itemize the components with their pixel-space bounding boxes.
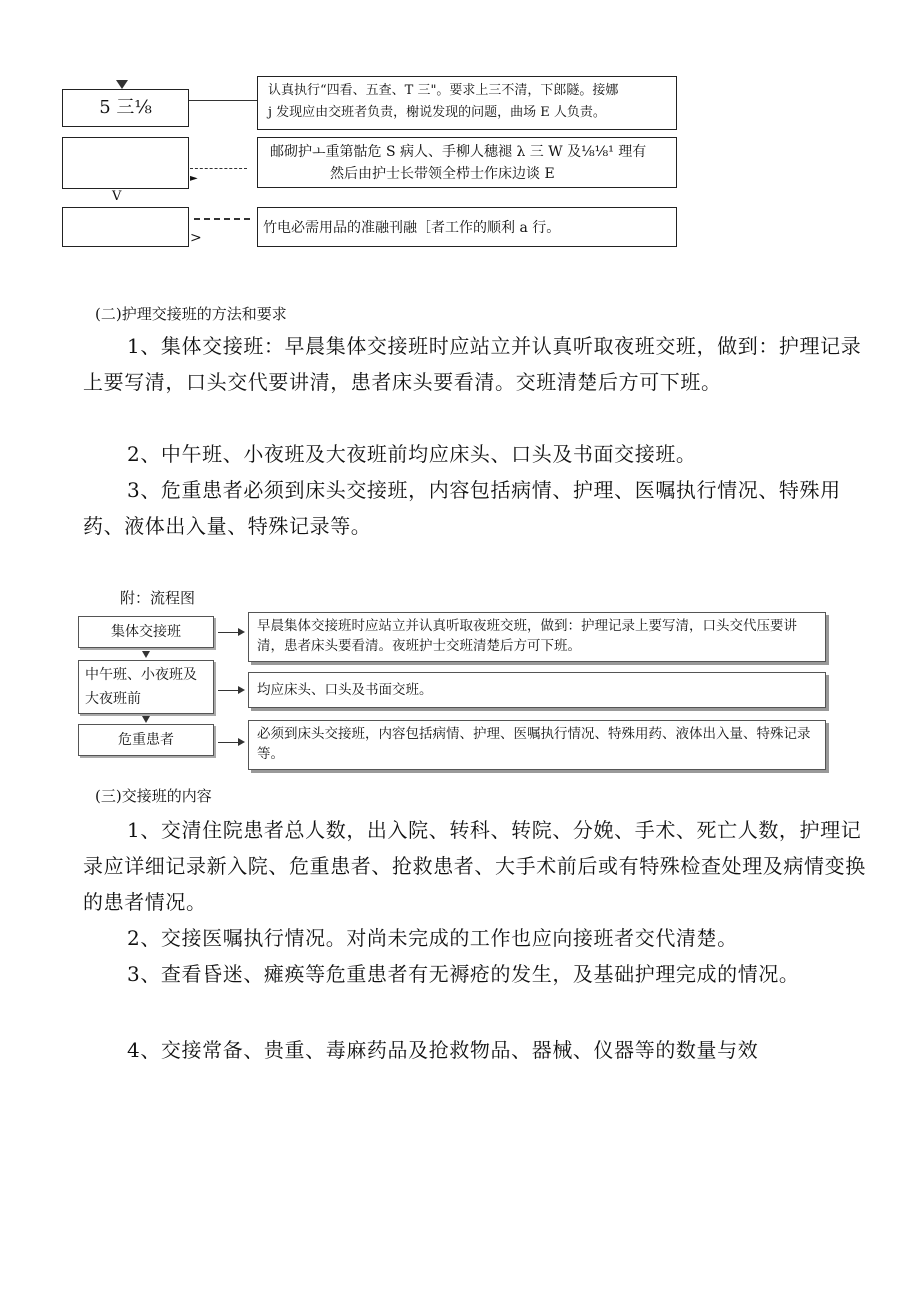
flowchart-detail-1 bbox=[248, 612, 826, 662]
diagram-v-mark: V bbox=[112, 189, 122, 204]
down-arrow-icon-3 bbox=[142, 716, 150, 723]
connector-line bbox=[189, 100, 257, 101]
section-2-paragraph-1 bbox=[83, 328, 873, 400]
flowchart-step-3-label: 危重患者 bbox=[118, 732, 174, 748]
section-2-heading: (二)护理交接班的方法和要求 bbox=[95, 305, 287, 323]
down-arrow-icon bbox=[116, 80, 128, 89]
section-3-p3-text: 3、查看昏迷、瘫痪等危重患者有无褥疮的发生，及基础护理完成的情况。 bbox=[127, 962, 800, 986]
section-2-p3-text: 3、危重患者必须到床头交接班，内容包括病情、护理、医嘱执行情况、特殊用药、液体出入量、特殊记录等。 bbox=[83, 478, 841, 538]
diagram-note-2-line-2: 然后由护士长带领全栉士作床边谈 E bbox=[330, 166, 555, 182]
diagram-note-3-line-1: 竹电必需用品的准融刊融［者工作的顺利 a 行。 bbox=[263, 220, 561, 236]
flowchart-step-3 bbox=[78, 724, 214, 756]
flowchart-detail-2-text: 均应床头、口头及书面交班。 bbox=[257, 682, 433, 698]
section-2-p1-text: 1、集体交接班：早晨集体交接班时应站立并认真听取夜班交班，做到：护理记录上要写清，口头交代要讲清，患者床头要看清。交班清楚后方可下班。 bbox=[83, 334, 862, 394]
diagram-note-2 bbox=[257, 137, 677, 188]
diagram-box-3 bbox=[62, 207, 189, 247]
diagram-box-1-label: 5 三⅛ bbox=[99, 97, 152, 118]
section-3-p4-text: 4、交接常备、贵重、毒麻药品及抢救物品、器械、仪器等的数量与效 bbox=[127, 1038, 759, 1062]
section-3-p1-text: 1、交清住院患者总人数，出入院、转科、转院、分娩、手术、死亡人数，护理记录应详细记录新入院、危重患者、抢救患者、大手术前后或有特殊检查处理及病情变换的患者情况。 bbox=[83, 818, 866, 914]
dashed-connector-2 bbox=[194, 218, 250, 220]
right-arrow-icon-3 bbox=[238, 738, 245, 746]
flowchart-step-1 bbox=[78, 616, 214, 648]
flowchart-step-2-label: 中午班、小夜班及大夜班前 bbox=[85, 667, 197, 707]
flowchart-arrow-line-1 bbox=[218, 632, 240, 633]
section-3-p2-text: 2、交接医嘱执行情况。对尚未完成的工作也应向接班者交代清楚。 bbox=[127, 926, 738, 950]
flowchart-caption: 附：流程图 bbox=[120, 589, 196, 607]
section-3-paragraph-4 bbox=[83, 1032, 873, 1068]
section-2-paragraph-3 bbox=[83, 472, 873, 544]
flowchart-detail-3 bbox=[248, 720, 826, 770]
down-arrow-icon-2 bbox=[142, 651, 150, 658]
diagram-box-2 bbox=[62, 137, 189, 189]
diagram-note-1-line-1: 认真执行“四看、五查、T 三"。要求上三不清，下郎隧。接娜 bbox=[268, 83, 619, 98]
flowchart-detail-2 bbox=[248, 672, 826, 708]
right-arrow-icon bbox=[238, 628, 245, 636]
right-arrow-icon-2 bbox=[238, 686, 245, 694]
section-3-paragraph-3 bbox=[83, 956, 873, 992]
diagram-note-1-line-2: j 发现应由交班者负责，榭说发现的问题，曲场 E 人负责。 bbox=[268, 105, 606, 120]
section-3-paragraph-2 bbox=[83, 920, 873, 956]
section-3-paragraph-1 bbox=[83, 812, 873, 920]
connector-arrow-icon: ► bbox=[190, 173, 198, 184]
diagram-note-3 bbox=[257, 207, 677, 247]
flowchart-detail-3-text: 必须到床头交接班，内容包括病情、护理、医嘱执行情况、特殊用药、液体出入量、特殊记录等。 bbox=[257, 726, 811, 762]
section-2-p2-text: 2、中午班、小夜班及大夜班前均应床头、口头及书面交接班。 bbox=[127, 442, 697, 466]
connector-arrow-icon-2: > bbox=[190, 230, 202, 246]
flowchart-arrow-line-3 bbox=[218, 742, 240, 743]
dashed-connector bbox=[190, 168, 247, 169]
flowchart-arrow-line-2 bbox=[218, 690, 240, 691]
diagram-note-2-line-1: 邮砌护ㅗ重第骷危 S 病人、手柳人穗褪 λ 三 W 及⅛⅛¹ 理有 bbox=[270, 144, 647, 160]
flowchart-step-2 bbox=[78, 660, 214, 714]
section-3-heading: (三)交接班的内容 bbox=[95, 787, 212, 805]
diagram-note-1 bbox=[257, 76, 677, 130]
section-2-paragraph-2 bbox=[83, 436, 873, 472]
flowchart-step-1-label: 集体交接班 bbox=[111, 624, 181, 640]
diagram-box-1 bbox=[62, 89, 189, 127]
flowchart-detail-1-text: 早晨集体交接班时应站立并认真听取夜班交班，做到：护理记录上要写清，口头交代压要讲清，患者床头要看清。夜班护士交班清楚后方可下班。 bbox=[257, 618, 797, 654]
